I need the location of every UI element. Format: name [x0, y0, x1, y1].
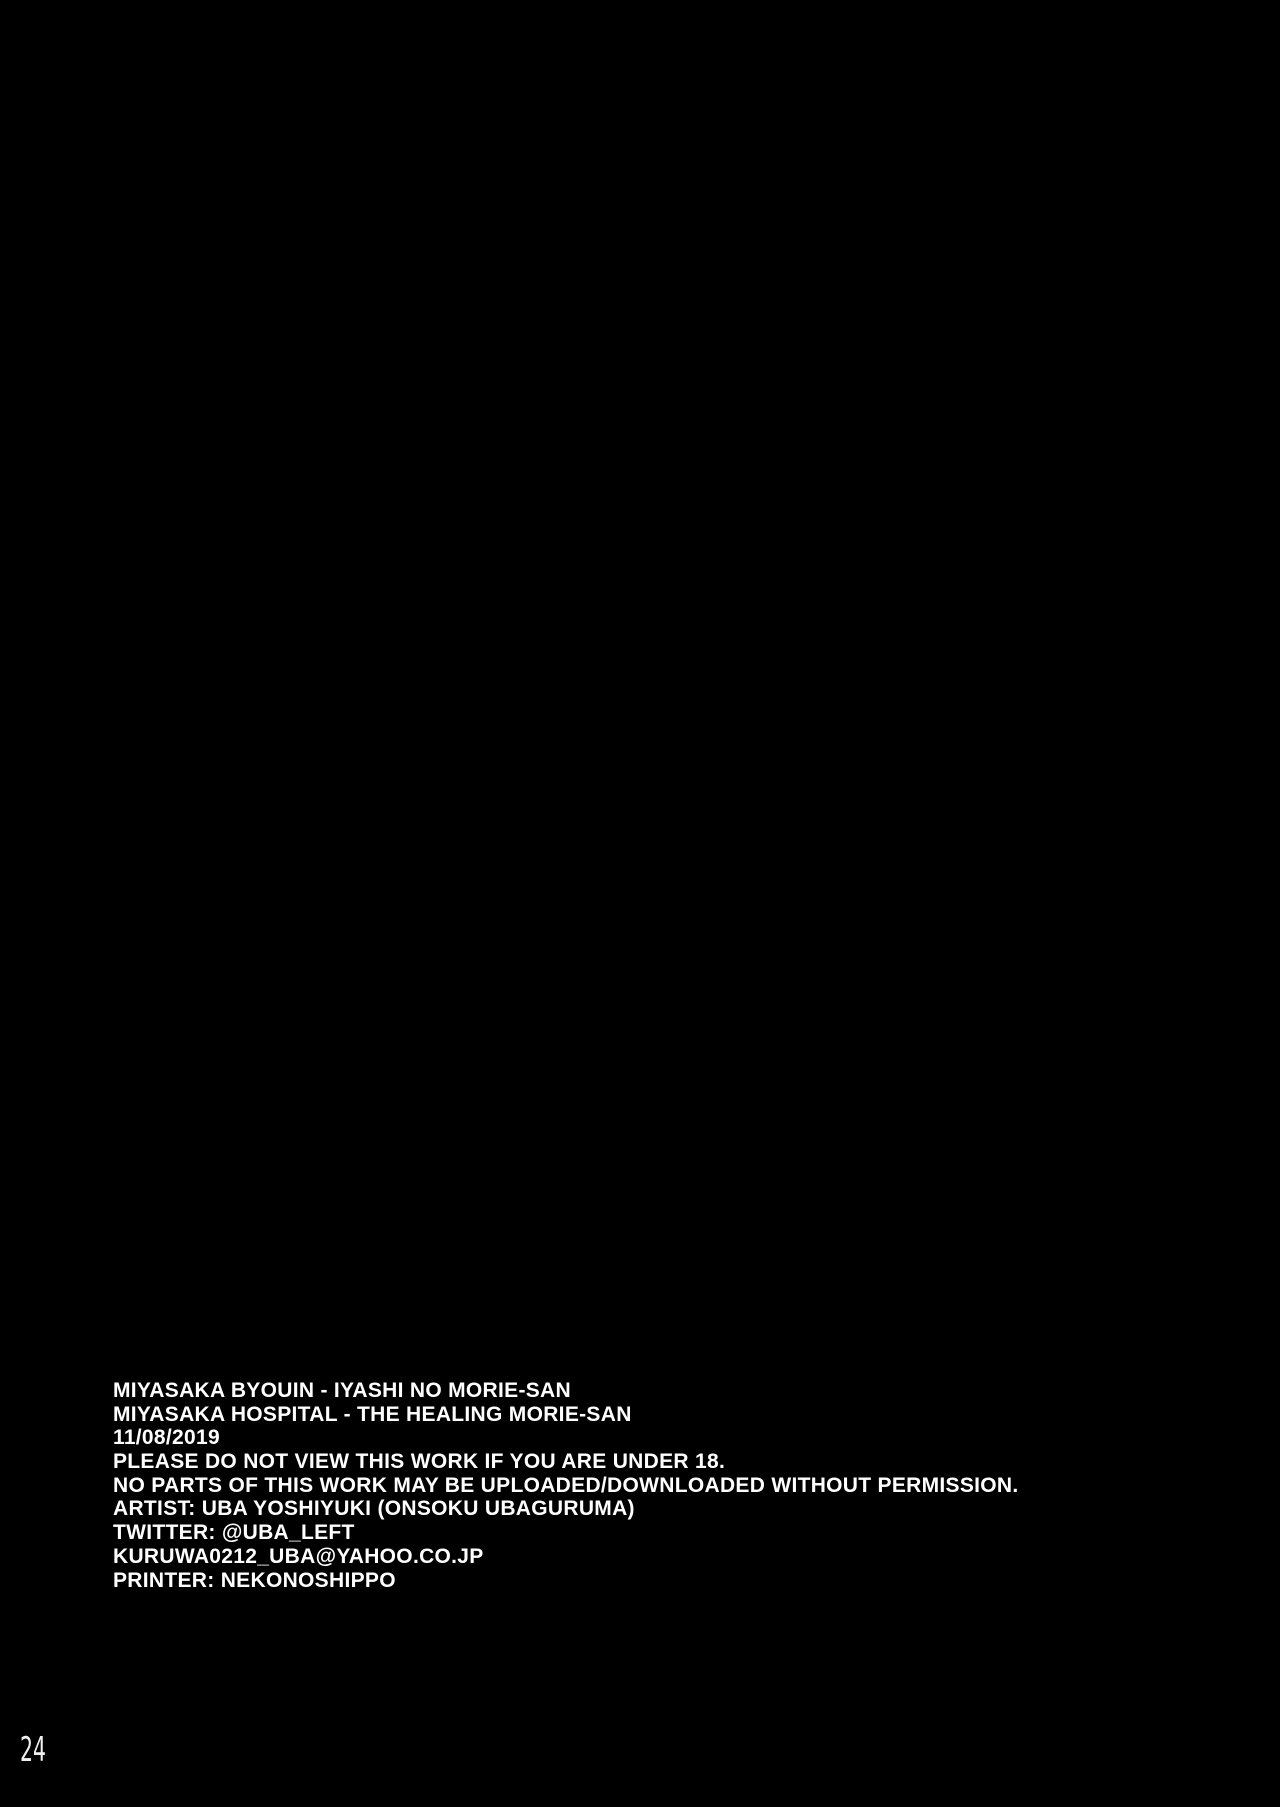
credits-line-date: 11/08/2019: [113, 1426, 220, 1450]
credits-line-permission-notice: NO PARTS OF THIS WORK MAY BE UPLOADED/DOWNLOADED WITHOUT PERMISSION.: [113, 1473, 1019, 1497]
page-number: 24: [20, 1730, 46, 1770]
credits-line-twitter: TWITTER: @UBA_LEFT: [113, 1521, 355, 1545]
credits-line-title-english: MIYASAKA HOSPITAL - THE HEALING MORIE-SAN: [113, 1402, 632, 1426]
credits-line-title-romaji: MIYASAKA BYOUIN - IYASHI NO MORIE-SAN: [113, 1379, 571, 1402]
credits-line-email: KURUWA0212_UBA@YAHOO.CO.JP: [113, 1544, 484, 1568]
credits-line-artist: ARTIST: UBA YOSHIYUKI (ONSOKU UBAGURUMA): [113, 1497, 635, 1521]
credits-block: [113, 1379, 1213, 1592]
credits-line-age-warning: PLEASE DO NOT VIEW THIS WORK IF YOU ARE UNDER 18.: [113, 1450, 726, 1474]
credits-line-printer: PRINTER: NEKONOSHIPPO: [113, 1568, 396, 1592]
